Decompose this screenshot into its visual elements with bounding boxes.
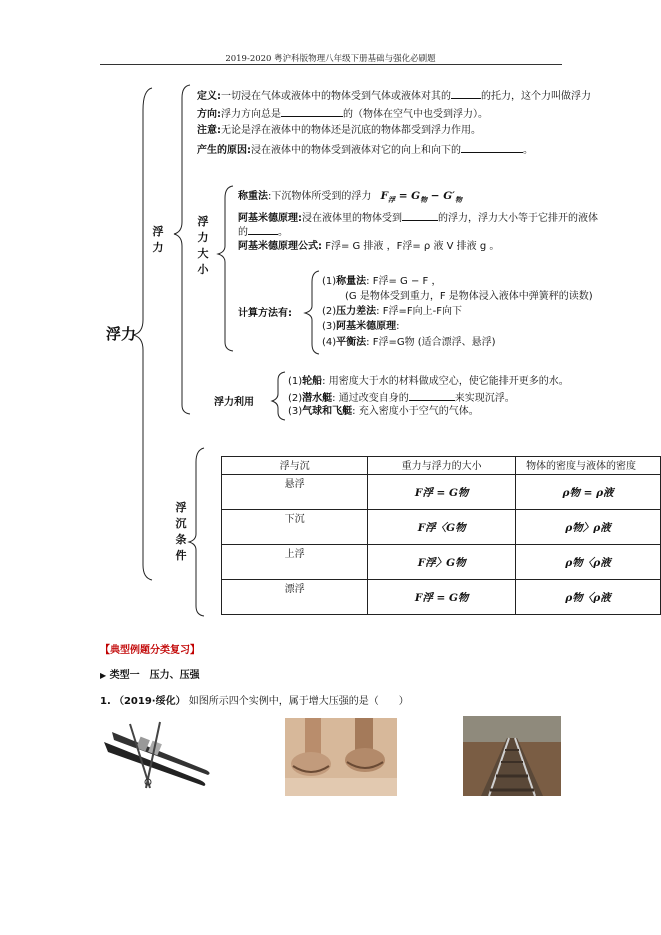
sink-label: 浮沉条件 — [175, 501, 187, 562]
definition-line: 定义:一切浸在气体或液体中的物体受到气体或液体对其的 的托力，这个力叫做浮力 — [197, 88, 591, 103]
triangle-marker-icon: ▶ — [100, 671, 107, 680]
table-header-cell: 浮与沉 — [222, 457, 368, 475]
archimedes-formula-line: 阿基米德原理公式: F浮= G 排液 ，F浮= ρ 液 V 排液 g 。 — [238, 241, 500, 252]
size-label: 浮力大小 — [197, 215, 209, 276]
use-item: (1)轮船: 用密度大于水的材料做成空心，使它能排开更多的水。 — [288, 376, 569, 387]
page-header: 2019-2020 粤沪科版物理八年级下册基础与强化必刷题 — [225, 54, 436, 64]
skis-image — [100, 718, 212, 790]
question-1 — [100, 695, 409, 708]
calc-brace — [305, 271, 319, 354]
cause-line: 产生的原因:浸在液体中的物体受到液体对它的向上和向下的 。 — [197, 142, 533, 157]
question-source: （2019·绥化） — [113, 696, 186, 707]
calc-item: (1)称量法: F浮= G − F ， — [322, 276, 442, 287]
answer-blank — [409, 390, 455, 401]
calc-item: (2)压力差法: F浮=F向上-F向下 — [322, 306, 462, 317]
archimedes-line-2: 的 。 — [238, 224, 288, 239]
table-row — [222, 510, 661, 545]
use-brace — [272, 372, 285, 420]
calc-item: (3)阿基米德原理: — [322, 321, 400, 332]
review-heading: 【典型例题分类复习】 — [100, 645, 200, 656]
answer-blank — [402, 210, 438, 221]
question-text: 如图所示四个实例中，属于增大压强的是（ ） — [188, 696, 409, 707]
railroad-track-image — [463, 716, 561, 796]
sec1-brace — [174, 85, 190, 414]
archimedes-line: 阿基米德原理:浸在液体里的物体受到 的浮力，浮力大小等于它排开的液体 — [238, 210, 598, 225]
size-brace — [218, 186, 233, 351]
table-row — [222, 545, 661, 580]
density-cell: ρ物〈ρ液 — [516, 580, 661, 615]
float-sink-table — [221, 456, 661, 615]
table-row — [222, 475, 661, 510]
use-item: (3)气球和飞艇: 充入密度小于空气的气体。 — [288, 406, 479, 417]
answer-blank — [248, 224, 278, 235]
weighing-line: 称重法:下沉物体所受到的浮力 $F_浮 = G_物 - G'_物$ — [238, 190, 462, 205]
definition-label: 定义: — [197, 91, 221, 102]
camel-hooves-image — [285, 718, 397, 796]
weighing-formula: $F_浮 = G_物 - G'_物$ — [380, 190, 462, 205]
table-header-row — [222, 457, 661, 475]
use-item: (2)潜水艇: 通过改变自身的 来实现沉浮。 — [288, 390, 515, 405]
density-cell: ρ物〉ρ液 — [516, 510, 661, 545]
table-header-cell: 重力与浮力的大小 — [368, 457, 516, 475]
type-heading: ▶ 类型一 压力、压强 — [100, 670, 200, 681]
force-cell: F浮 = G物 — [368, 580, 516, 615]
question-number: 1. — [100, 696, 111, 707]
calc-item: (4)平衡法: F浮=G物 (适合漂浮、悬浮) — [322, 337, 496, 348]
density-cell: ρ物〈ρ液 — [516, 545, 661, 580]
force-cell: F浮〈G物 — [368, 510, 516, 545]
state-cell: 下沉 — [222, 510, 368, 545]
state-cell: 上浮 — [222, 545, 368, 580]
root-label: 浮力 — [106, 325, 137, 343]
archimedes-formula-label: 阿基米德原理公式: — [238, 241, 322, 252]
note-label: 注意: — [197, 125, 221, 136]
answer-blank — [281, 106, 343, 117]
sink-brace — [189, 448, 204, 616]
state-cell: 悬浮 — [222, 475, 368, 510]
answer-blank — [451, 88, 481, 99]
calc-item-note: (G 是物体受到重力，F 是物体浸入液体中弹簧秤的读数) — [345, 291, 593, 302]
cause-label: 产生的原因: — [197, 145, 251, 156]
direction-label: 方向: — [197, 109, 221, 120]
density-cell: ρ物 = ρ液 — [516, 475, 661, 510]
weighing-label: 称重法 — [238, 191, 268, 202]
direction-line: 方向:浮力方向总是 的（物体在空气中也受到浮力）。 — [197, 106, 488, 121]
state-cell: 漂浮 — [222, 580, 368, 615]
force-cell: F浮〉G物 — [368, 545, 516, 580]
table-row — [222, 580, 661, 615]
use-label: 浮力利用 — [214, 397, 254, 408]
note-line: 注意:无论是浮在液体中的物体还是沉底的物体都受到浮力作用。 — [197, 125, 481, 136]
sec1-label: 浮力 — [152, 225, 164, 254]
table-header-cell: 物体的密度与液体的密度 — [516, 457, 661, 475]
force-cell: F浮 = G物 — [368, 475, 516, 510]
answer-blank — [461, 142, 523, 153]
calc-methods-label: 计算方法有: — [238, 308, 292, 319]
archimedes-label: 阿基米德原理: — [238, 213, 302, 224]
